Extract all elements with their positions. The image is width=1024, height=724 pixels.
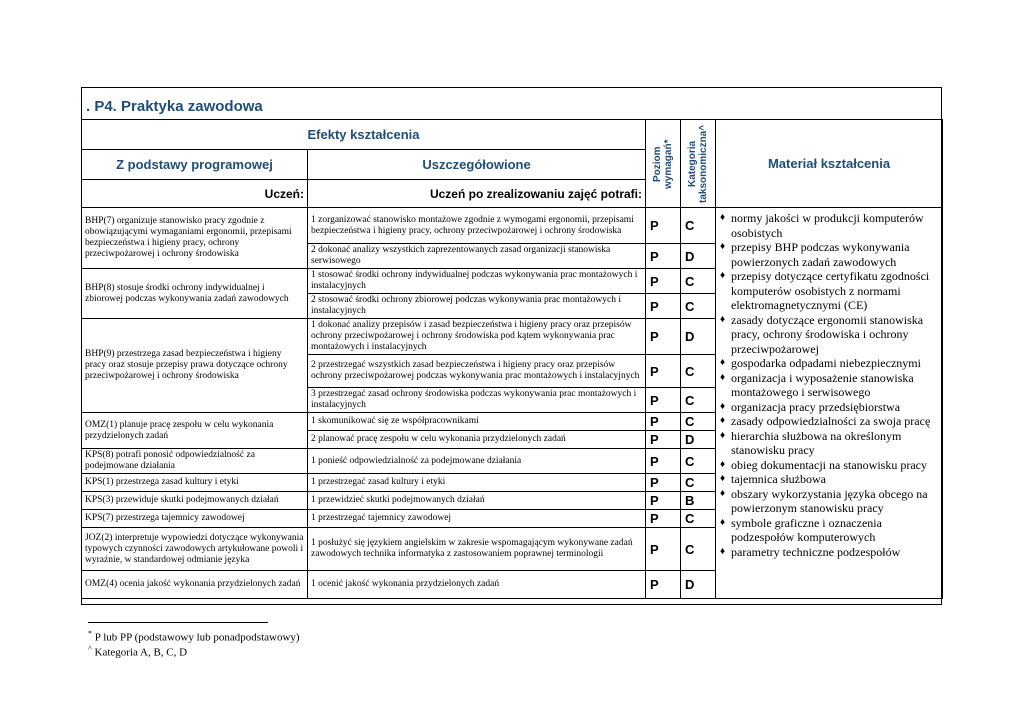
detail-cell: 2 przestrzegać wszystkich zasad bezpieczeństwa i higieny pracy oraz przepisów ochrony przeciwpożarowej podczas wykonywania prac montażowych i instalacyjnych — [308, 355, 646, 388]
material-text: symbole graficzne i oznaczenia podzespołów komputerowych — [731, 515, 882, 544]
footnote-separator — [88, 622, 268, 623]
header-efekty: Efekty kształcenia — [82, 120, 646, 150]
effect-cell: BHP(9) przestrzega zasad bezpieczeństwa i higieny pracy oraz stosuje przepisy prawa dotyczące ochrony przeciwpożarowej i ochrony środowiska — [82, 319, 308, 413]
material-text: parametry techniczne podzespołów — [731, 544, 901, 559]
list-item — [720, 211, 938, 240]
detail-cell: 1 ponieść odpowiedzialność za podejmowane działania — [308, 449, 646, 474]
detail-cell: 2 dokonać analizy wszystkich zaprezentowanych zasad organizacji stanowiska serwisowego — [308, 244, 646, 269]
category-cell: D — [681, 431, 716, 449]
detail-cell: 2 planować pracę zespołu w celu wykonania przydzielonych zadań — [308, 431, 646, 449]
material-text: przepisy dotyczące certyfikatu zgodności komputerów osobistych z normami elektromagnetycznymi (CE) — [731, 269, 930, 312]
list-item — [720, 269, 938, 313]
material-text: normy jakości w produkcji komputerów osobistych — [731, 211, 924, 240]
diamond-bullet-icon: ♦ — [720, 473, 726, 484]
diamond-bullet-icon: ♦ — [720, 415, 726, 426]
detail-cell: 1 stosować środki ochrony indywidualnej podczas wykonywania prac montażowych i instalacyjnych — [308, 269, 646, 294]
footnote-2-mark: ^ — [88, 644, 92, 653]
level-cell: P — [646, 528, 681, 571]
diamond-bullet-icon: ♦ — [720, 313, 726, 325]
detail-cell: 1 skomunikować się ze współpracownikami — [308, 413, 646, 431]
diamond-bullet-icon: ♦ — [720, 241, 726, 252]
header-szczegolowe: Uszczegółowione — [308, 150, 646, 180]
effect-cell: KPS(1) przestrzega zasad kultury i etyki — [82, 474, 308, 492]
category-cell: C — [681, 269, 716, 294]
detail-cell: 1 przewidzieć skutki podejmowanych działań — [308, 492, 646, 510]
diamond-bullet-icon: ♦ — [720, 270, 726, 281]
effect-cell: BHP(7) organizuje stanowisko pracy zgodnie z obowiązującymi wymaganiami ergonomii, przepisami bezpieczeństwa i higieny pracy, ochrony przeciwpożarowej i ochrony środowiska — [82, 208, 308, 269]
list-item — [720, 472, 938, 487]
effect-cell: KPS(8) potrafi ponosić odpowiedzialność za podejmowane działania — [82, 449, 308, 474]
effect-cell: BHP(8) stosuje środki ochrony indywidualnej i zbiorowej podczas wykonywania zadań zawodowych — [82, 269, 308, 319]
level-cell: P — [646, 269, 681, 294]
detail-cell: 1 przestrzegać zasad kultury i etyki — [308, 474, 646, 492]
level-cell: P — [646, 431, 681, 449]
list-item — [720, 400, 938, 415]
diamond-bullet-icon: ♦ — [720, 487, 726, 499]
diamond-bullet-icon: ♦ — [720, 458, 726, 470]
detail-cell: 1 ocenić jakość wykonania przydzielonych zadań — [308, 571, 646, 599]
category-cell: D — [681, 571, 716, 599]
level-cell: P — [646, 492, 681, 510]
material-text: organizacja i wyposażenie stanowiska montażowego i serwisowego — [731, 370, 914, 399]
detail-cell: 1 posłużyć się językiem angielskim w zakresie wspomagającym wykonywane zadań zawodowych technika informatyka z zastosowaniem poprawnej terminologii — [308, 528, 646, 571]
material-text: zasady odpowiedzialności za swoja pracę — [731, 414, 931, 428]
effect-cell: OMZ(4) ocenia jakość wykonania przydzielonych zadań — [82, 571, 308, 599]
list-item — [720, 516, 938, 545]
header-uczen: Uczeń: — [82, 180, 308, 208]
level-cell: P — [646, 510, 681, 528]
header-poziom-cell — [646, 120, 681, 208]
table-body — [82, 208, 943, 599]
level-cell: P — [646, 571, 681, 599]
detail-cell: 3 przestrzegać zasad ochrony środowiska podczas wykonywania prac montażowych i instalacyjnych — [308, 388, 646, 413]
category-cell: C — [681, 388, 716, 413]
level-cell: P — [646, 413, 681, 431]
diamond-bullet-icon: ♦ — [720, 545, 726, 557]
detail-cell: 1 przestrzegać tajemnicy zawodowej — [308, 510, 646, 528]
diamond-bullet-icon: ♦ — [720, 400, 726, 412]
level-cell: P — [646, 388, 681, 413]
effect-cell: KPS(7) przestrzega tajemnicy zawodowej — [82, 510, 308, 528]
category-cell: C — [681, 510, 716, 528]
level-cell: P — [646, 355, 681, 388]
list-item — [720, 487, 938, 516]
material-text: obieg dokumentacji na stanowisku pracy — [731, 457, 927, 472]
material-text: organizacja pracy przedsiębiorstwa — [731, 399, 901, 414]
category-cell: C — [681, 413, 716, 431]
effect-cell: JOZ(2) interpretuje wypowiedzi dotyczące wykonywania typowych czynności zawodowych artykułowane powoli i wyraźnie, w standardowej odmianie języka — [82, 528, 308, 571]
category-cell: C — [681, 449, 716, 474]
material-text: zasady dotyczące ergonomii stanowiska pracy, ochrony środowiska i ochrony przeciwpożarowej — [731, 312, 924, 356]
category-cell: C — [681, 208, 716, 244]
header-material: Materiał kształcenia — [716, 120, 943, 208]
detail-cell: 1 zorganizować stanowisko montażowe zgodnie z wymogami ergonomii, przepisami bezpieczeństwa i higieny pracy, ochrony przeciwpożarowej i ochrony środowiska — [308, 208, 646, 244]
category-cell: C — [681, 528, 716, 571]
diamond-bullet-icon: ♦ — [720, 212, 726, 223]
diamond-bullet-icon: ♦ — [720, 357, 726, 368]
detail-cell: 1 dokonać analizy przepisów i zasad bezpieczeństwa i higieny pracy oraz przepisów ochrony przeciwpożarowej i ochrony środowiska pod kątem wykonywania prac montażowych i instalacyjnych — [308, 319, 646, 355]
category-cell: D — [681, 319, 716, 355]
list-item — [720, 240, 938, 269]
effect-cell: OMZ(1) planuje pracę zespołu w celu wykonania przydzielonych zadań — [82, 413, 308, 449]
table-row — [82, 208, 943, 244]
document-frame — [81, 87, 942, 605]
category-cell: C — [681, 294, 716, 319]
level-cell: P — [646, 294, 681, 319]
material-text: przepisy BHP podczas wykonywania powierzonych zadań zawodowych — [731, 240, 910, 269]
list-item — [720, 429, 938, 458]
level-cell: P — [646, 208, 681, 244]
list-item — [720, 313, 938, 357]
detail-cell: 2 stosować środki ochrony zbiorowej podczas wykonywania prac montażowych i instalacyjnych — [308, 294, 646, 319]
header-kategoria: Kategoria taksonomiczna^ — [687, 124, 710, 203]
material-text: tajemnica służbowa — [731, 472, 826, 486]
materials-cell — [716, 208, 943, 599]
footnote-2-text: Kategoria A, B, C, D — [94, 646, 188, 659]
level-cell: P — [646, 449, 681, 474]
category-cell: C — [681, 474, 716, 492]
list-item — [720, 371, 938, 400]
level-cell: P — [646, 244, 681, 269]
material-text: obszary wykorzystania języka obcego na powierzonym stanowisku pracy — [731, 486, 928, 515]
level-cell: P — [646, 319, 681, 355]
diamond-bullet-icon: ♦ — [720, 371, 726, 383]
list-item — [720, 458, 938, 473]
header-kategoria-cell — [681, 120, 716, 208]
header-poziom: Poziom wymagań* — [652, 138, 675, 189]
material-text: gospodarka odpadami niebezpiecznymi — [731, 356, 921, 370]
category-cell: D — [681, 244, 716, 269]
diamond-bullet-icon: ♦ — [720, 516, 726, 528]
footnote-2 — [88, 644, 187, 659]
footnote-1-mark: * — [88, 629, 92, 638]
list-item — [720, 545, 938, 560]
category-cell: B — [681, 492, 716, 510]
header-podstawa: Z podstawy programowej — [82, 150, 308, 180]
level-cell: P — [646, 474, 681, 492]
footnote-1-text: P lub PP (podstawowy lub ponadpodstawowy) — [94, 631, 300, 644]
header-uczen-po: Uczeń po zrealizowaniu zajęć potrafi: — [308, 180, 646, 208]
effect-cell: KPS(3) przewiduje skutki podejmowanych działań — [82, 492, 308, 510]
list-item — [720, 414, 938, 429]
category-cell: C — [681, 355, 716, 388]
material-text: hierarchia służbowa na określonym stanowisku pracy — [731, 428, 902, 457]
list-item — [720, 356, 938, 371]
diamond-bullet-icon: ♦ — [720, 429, 726, 441]
section-title: . P4. Praktyka zawodowa — [86, 98, 263, 115]
footnote-1 — [88, 629, 300, 644]
learning-outcomes-table — [81, 119, 943, 599]
